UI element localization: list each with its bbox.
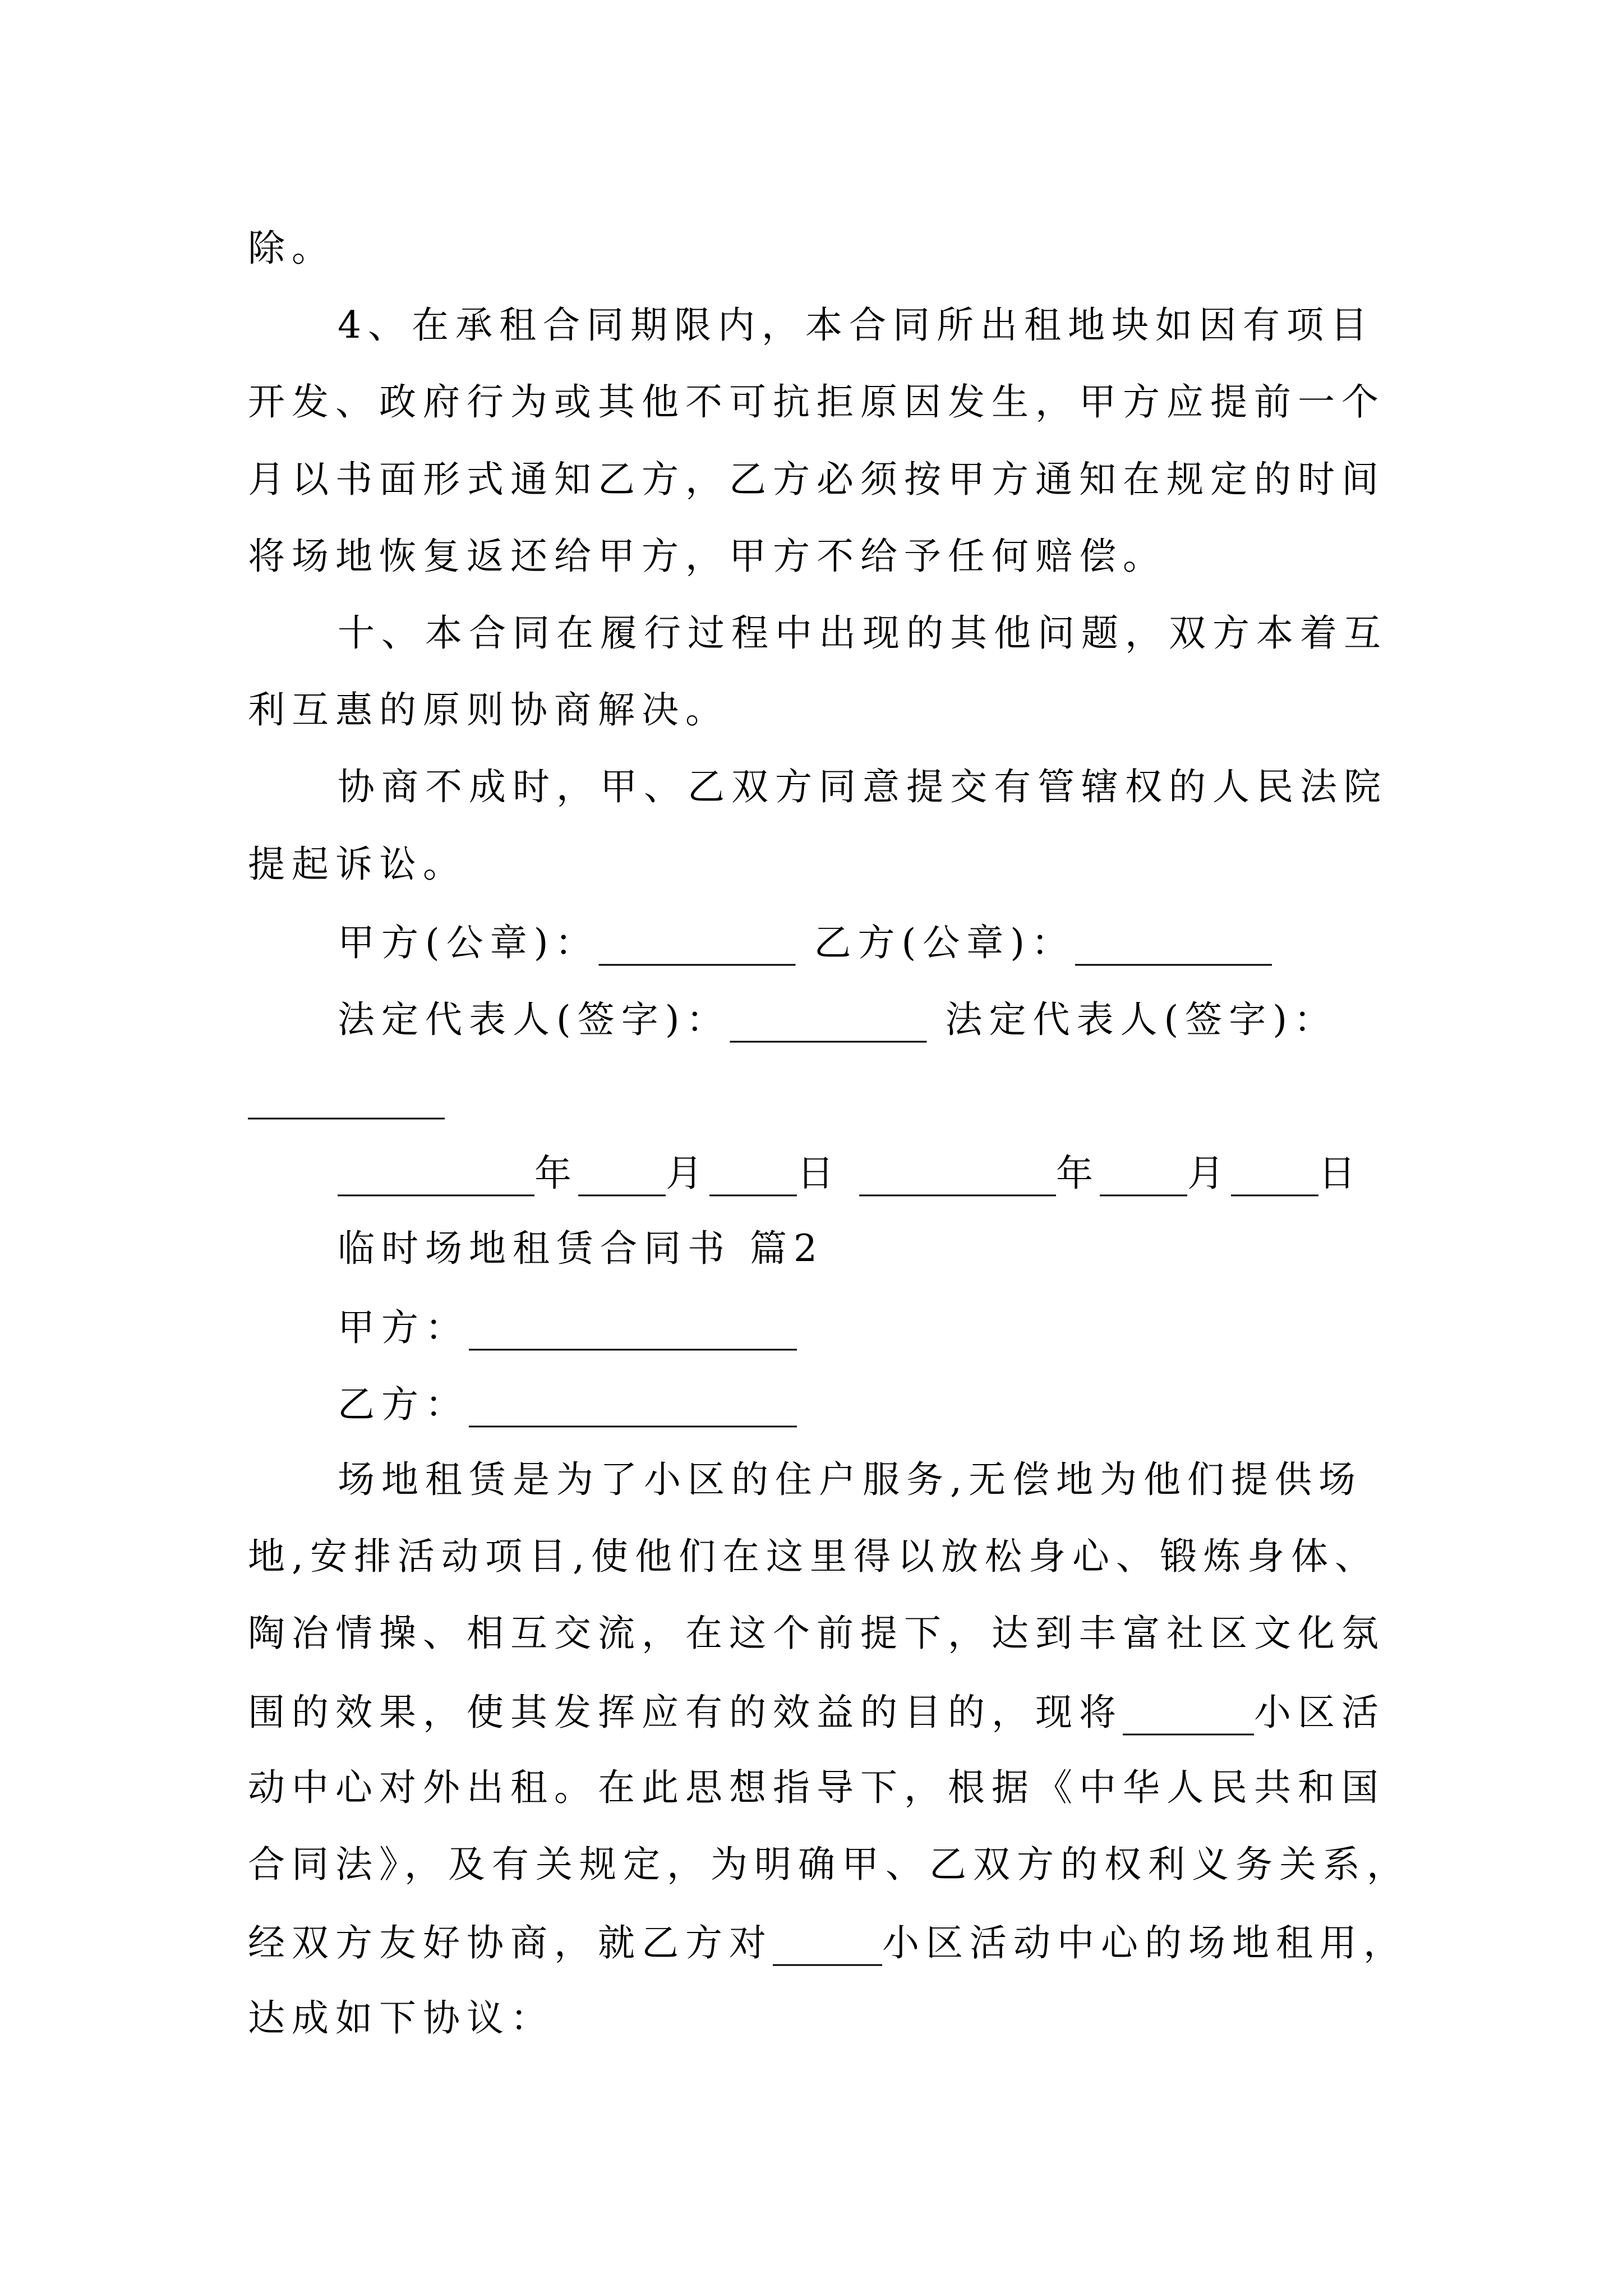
fill-in-blank: _________	[859, 1146, 1056, 1197]
preamble-line: 陶冶情操、相互交流，在这个前提下，达到丰富社区文化氛	[248, 1612, 1385, 1655]
fill-in-blank: _______________	[469, 1377, 797, 1428]
seal-signature-line: 甲方(公章)：_________ 乙方(公章)：_________	[338, 915, 1272, 966]
dispute-resolution	[248, 748, 1623, 902]
signature-block	[248, 903, 1623, 1211]
fill-in-blank: _________	[338, 1146, 534, 1197]
clause-10-line: 利互惠的原则协商解决。	[248, 688, 729, 732]
clause-4-line: 开发、政府行为或其他不可抗拒原因发生，甲方应提前一个	[248, 380, 1385, 424]
continued-text-line: 除。	[248, 227, 335, 270]
preamble-line: 合同法》，及有关规定，为明确甲、乙双方的权利义务关系，	[248, 1842, 1410, 1886]
clause-10	[248, 595, 1623, 748]
clause-4-line: 4、在承租合同期限内，本合同所出租地块如因有项目	[338, 303, 1374, 347]
fill-in-blank: ______	[1123, 1685, 1254, 1736]
party-a-line: 甲方：_______________	[338, 1300, 797, 1351]
fill-in-blank: ____	[709, 1146, 797, 1197]
preamble-line: 围的效果，使其发挥应有的效益的目的，现将______小区活	[248, 1685, 1385, 1736]
party-b-line: 乙方：_______________	[338, 1377, 797, 1428]
preamble-line: 动中心对外出租。在此思想指导下，根据《中华人民共和国	[248, 1765, 1385, 1809]
fill-in-blank: _________	[248, 1069, 445, 1120]
preamble	[248, 1441, 1623, 2057]
preamble-line: 地,安排活动项目,使他们在这里得以放松身心、锻炼身体、	[248, 1535, 1378, 1579]
preamble-line: 经双方友好协商，就乙方对_____小区活动中心的场地租用，	[248, 1916, 1407, 1967]
signature-date-line: _________年____月____日 _________年____月____日	[338, 1146, 1362, 1197]
fill-in-blank: _____	[773, 1916, 882, 1967]
clause-4	[248, 287, 1623, 595]
dispute-resolution-line: 协商不成时，甲、乙双方同意提交有管辖权的人民法院	[338, 765, 1387, 809]
representative-signature-line: 法定代表人(签字)：_________ 法定代表人(签字)：	[338, 992, 1338, 1043]
preamble-line: 场地租赁是为了小区的住户服务,无偿地为他们提供场	[338, 1458, 1362, 1501]
contract-2	[248, 1210, 1623, 2056]
fill-in-blank: _________	[598, 915, 796, 966]
fill-in-blank: ____	[1099, 1146, 1187, 1197]
fill-in-blank: _________	[1075, 915, 1272, 966]
clause-10-line: 十、本合同在履行过程中出现的其他问题，双方本着互	[338, 611, 1387, 655]
representative-signature-blank	[248, 1056, 1623, 1133]
clause-4-line: 月以书面形式通知乙方，乙方必须按甲方通知在规定的时间	[248, 457, 1385, 501]
fill-in-blank: _______________	[469, 1300, 797, 1351]
section-title: 临时场地租赁合同书 篇2	[338, 1227, 824, 1271]
fill-in-blank: _________	[730, 992, 927, 1043]
dispute-resolution-line: 提起诉讼。	[248, 842, 467, 886]
fill-in-blank: ____	[578, 1146, 666, 1197]
preamble-line: 达成如下协议：	[248, 1996, 554, 2040]
clause-4-line: 将场地恢复返还给甲方，甲方不给予任何赔偿。	[248, 534, 1166, 578]
fill-in-blank: ____	[1230, 1146, 1318, 1197]
